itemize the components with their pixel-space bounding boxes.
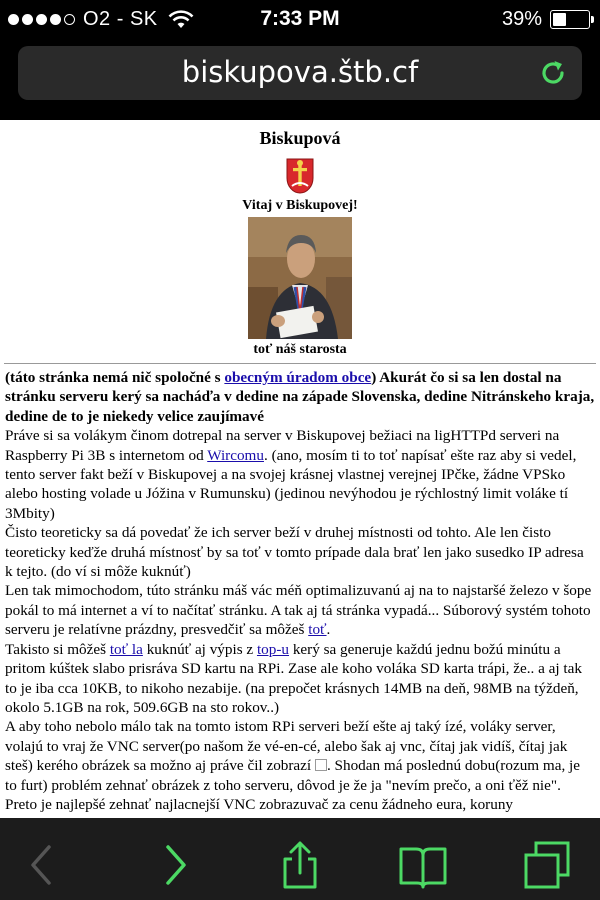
top-text-2: kuknúť aj výpis z xyxy=(142,640,257,658)
browser-toolbar xyxy=(0,818,600,900)
municipal-office-link[interactable]: obecným úradom obce xyxy=(224,369,372,386)
book-icon xyxy=(398,840,448,890)
tabs-icon xyxy=(522,840,572,890)
paragraph-top xyxy=(5,640,595,718)
paragraph-server xyxy=(5,426,595,523)
url-text: biskupova.štb.cf xyxy=(181,55,419,89)
optimization-text-1: Len tak mimochodom, túto stránku máš vác méň optimalizuvanú aj na to najstaršé železo v šope pokál to má internet a ví to načítať stránku. A tak aj tá stránka vypadá... Súborový systém tohoto serveru je relatívne prázdny, presvedčiť sa môžeš xyxy=(5,582,592,639)
page-title: Biskupová xyxy=(259,128,341,148)
intro-text-1: (táto stránka nemá nič spoločné s xyxy=(5,369,225,386)
article-text xyxy=(0,364,600,814)
address-bar-area xyxy=(0,40,600,120)
intro-paragraph xyxy=(5,368,595,426)
share-icon xyxy=(275,840,325,890)
server-text-2: . (ano, mosím ti to toť napísať ešte raz aby si vedel, tento server fakt beží v Biskupovej a na svojej krásnej vlastnej verejnej IPčke, žádne VPSko alebo hosting volade u Jóžina v Rumunsku) (jedinou nevýhodou je rýchlostný limit voláke tí 3Mbity) xyxy=(5,446,577,522)
bookmarks-button[interactable] xyxy=(398,840,448,890)
status-bar xyxy=(0,0,600,40)
welcome-heading: Vitaj v Biskupovej! xyxy=(242,198,358,213)
reload-icon[interactable] xyxy=(538,58,568,88)
chevron-right-icon xyxy=(150,840,200,890)
status-right xyxy=(502,8,590,31)
clock: 7:33 PM xyxy=(260,7,340,30)
tabs-button[interactable] xyxy=(522,840,572,890)
carrier-name: O2 - SK xyxy=(83,8,158,30)
chevron-left-icon xyxy=(17,840,67,890)
share-button[interactable] xyxy=(275,840,325,890)
vnc-text-2: . Shodan má poslednú dobu(rozum ma, je to furt) problém zehnať obrázek z toho serveru, dôvod je že ja "nevím prečo, a oni ťěž nie". Preto je najlepšé zehnať najlacnejší VNC zobrazuvač za cenu žádneho eura, koruny xyxy=(5,757,581,813)
tot-la-link[interactable]: toť la xyxy=(109,640,143,658)
optimization-text-2: . xyxy=(326,621,331,639)
battery-percent: 39% xyxy=(501,8,542,30)
paragraph-optimization xyxy=(5,581,595,639)
server-text-1: Práve si sa volákym činom dotrepal na server v Biskupovej bežiaci na ligHTTPd serveri na Raspberry Pi 3B s internetom od xyxy=(5,427,560,464)
back-button[interactable] xyxy=(17,840,67,890)
web-page[interactable] xyxy=(0,120,600,818)
intro-text-2: ) Akurát čo si sa len dostal na stránku serveru kerý sa nacháďa v dedine na západe Slovenska, dedine Nitránskeho kraja, dedine de to je niekedy velice zaujímavé xyxy=(5,369,595,425)
wircom-link[interactable]: Wircomu xyxy=(207,446,264,464)
battery-fill xyxy=(553,13,566,26)
top-text-3: kerý sa generuje každú jednu božú minútu a pritom kúštek slabo prisráva SD kartu na RPi. Zase ale koho voláka SD karta trápi, že.. a aj tak to je iba cca 10KB, to nikoho nezabije. (na prepočet krásnych 14MB na deň, 98MB na týždeň, okolo 5.1GB na rok, 509.6GB na sto rokov..) xyxy=(5,640,582,716)
vnc-screenshot-image xyxy=(315,759,327,771)
top-output-link[interactable]: top-u xyxy=(256,640,290,658)
address-bar[interactable] xyxy=(18,46,582,100)
coat-of-arms-image xyxy=(286,158,314,194)
filesystem-link[interactable]: toť xyxy=(308,621,327,639)
battery-icon xyxy=(550,10,590,29)
forward-button[interactable] xyxy=(150,840,200,890)
vnc-text-1: A aby toho nebolo málo tak na tomto istom RPi serveri beží ešte aj taký ízé, voláky server, volajú to vraj že VNC server(po našom že vé-en-cé, alebo šak aj vnc, čítaj jak vidíš, čítaj jak steš) kerého obrázek sa možno aj práve čil zobrazí xyxy=(5,718,568,775)
paragraph-theory: Čisto teoreticky sa dá povedať že ich server beží v druhej místnosti od tohto. Ale len čisto teoreticky keďže druhá místnosť by sa toť v tomto prípade dala brať len jako susedko IP adresa k tejto. (do ví si môže kuknúť) xyxy=(5,524,584,581)
mayor-photo xyxy=(248,217,352,339)
top-text-1: Takisto si môžeš xyxy=(5,640,110,658)
paragraph-vnc xyxy=(5,717,595,814)
photo-caption: toť náš starosta xyxy=(253,342,347,357)
